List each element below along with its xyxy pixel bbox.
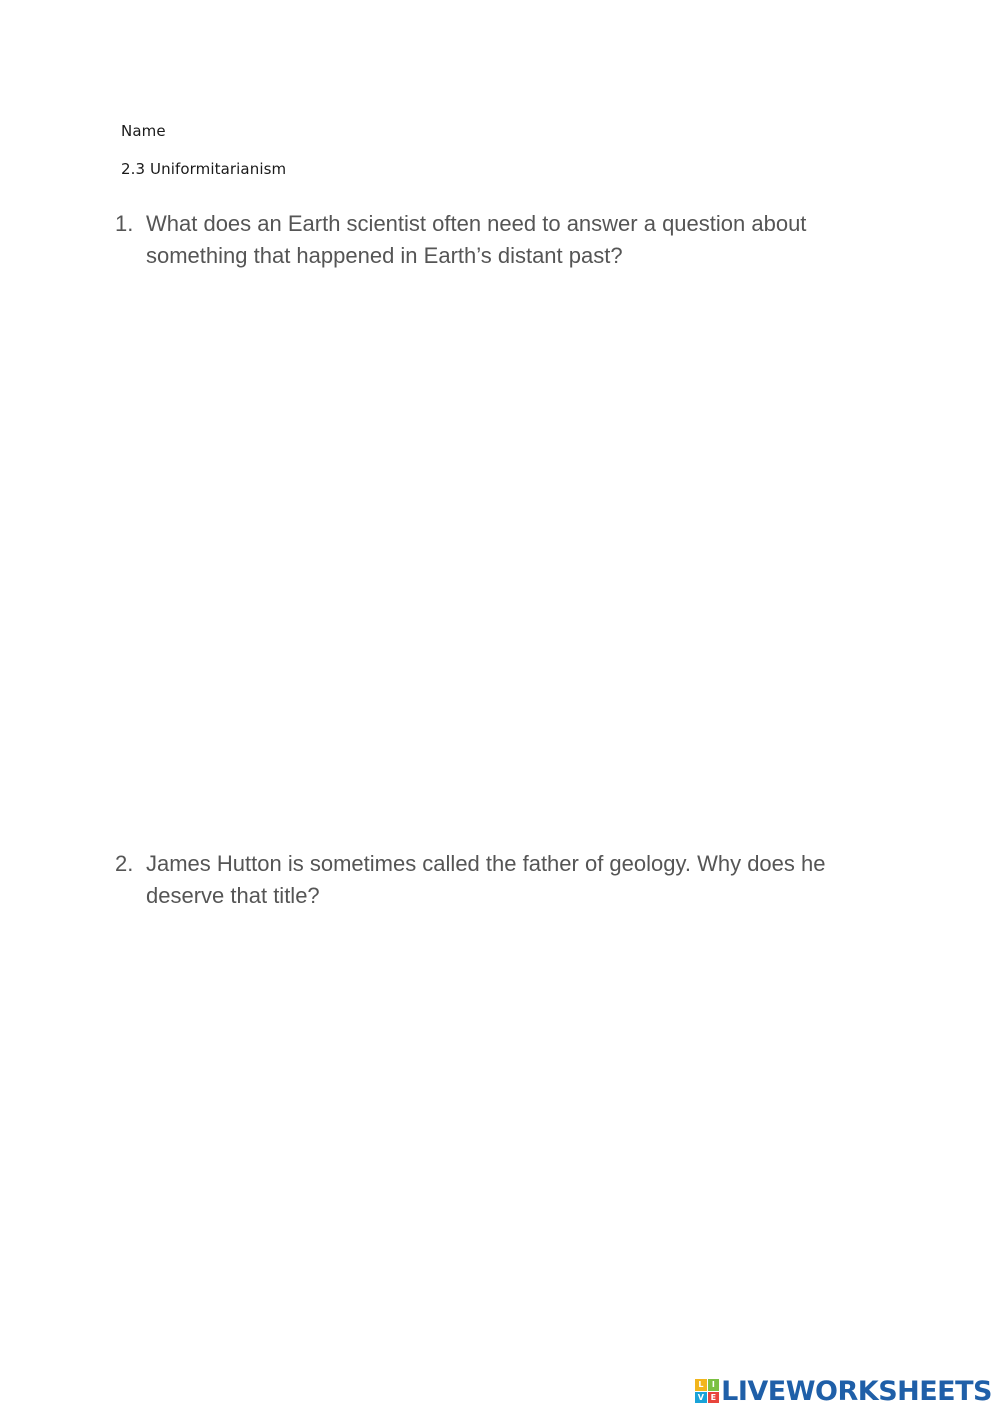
liveworksheets-logo — [695, 1375, 992, 1407]
question-2 — [115, 848, 875, 912]
question-text: What does an Earth scientist often need to answer a question about something that happened in Earth’s distant past? — [146, 211, 807, 268]
logo-mark-letter: V — [695, 1392, 707, 1404]
name-label: Name — [121, 122, 166, 140]
logo-mark-letter: I — [708, 1379, 720, 1391]
question-1 — [115, 208, 875, 272]
question-number: 1. — [115, 211, 134, 236]
liveworksheets-logo-icon — [695, 1379, 719, 1403]
logo-mark-letter: L — [695, 1379, 707, 1391]
section-title: 2.3 Uniformitarianism — [121, 160, 287, 178]
question-text: James Hutton is sometimes called the father of geology. Why does he deserve that title? — [146, 851, 826, 908]
logo-text: LIVEWORKSHEETS — [721, 1375, 992, 1407]
logo-mark-letter: E — [708, 1392, 720, 1404]
answer-area-2[interactable] — [146, 930, 866, 1350]
answer-area-1[interactable] — [146, 290, 866, 830]
question-number: 2. — [115, 851, 134, 876]
